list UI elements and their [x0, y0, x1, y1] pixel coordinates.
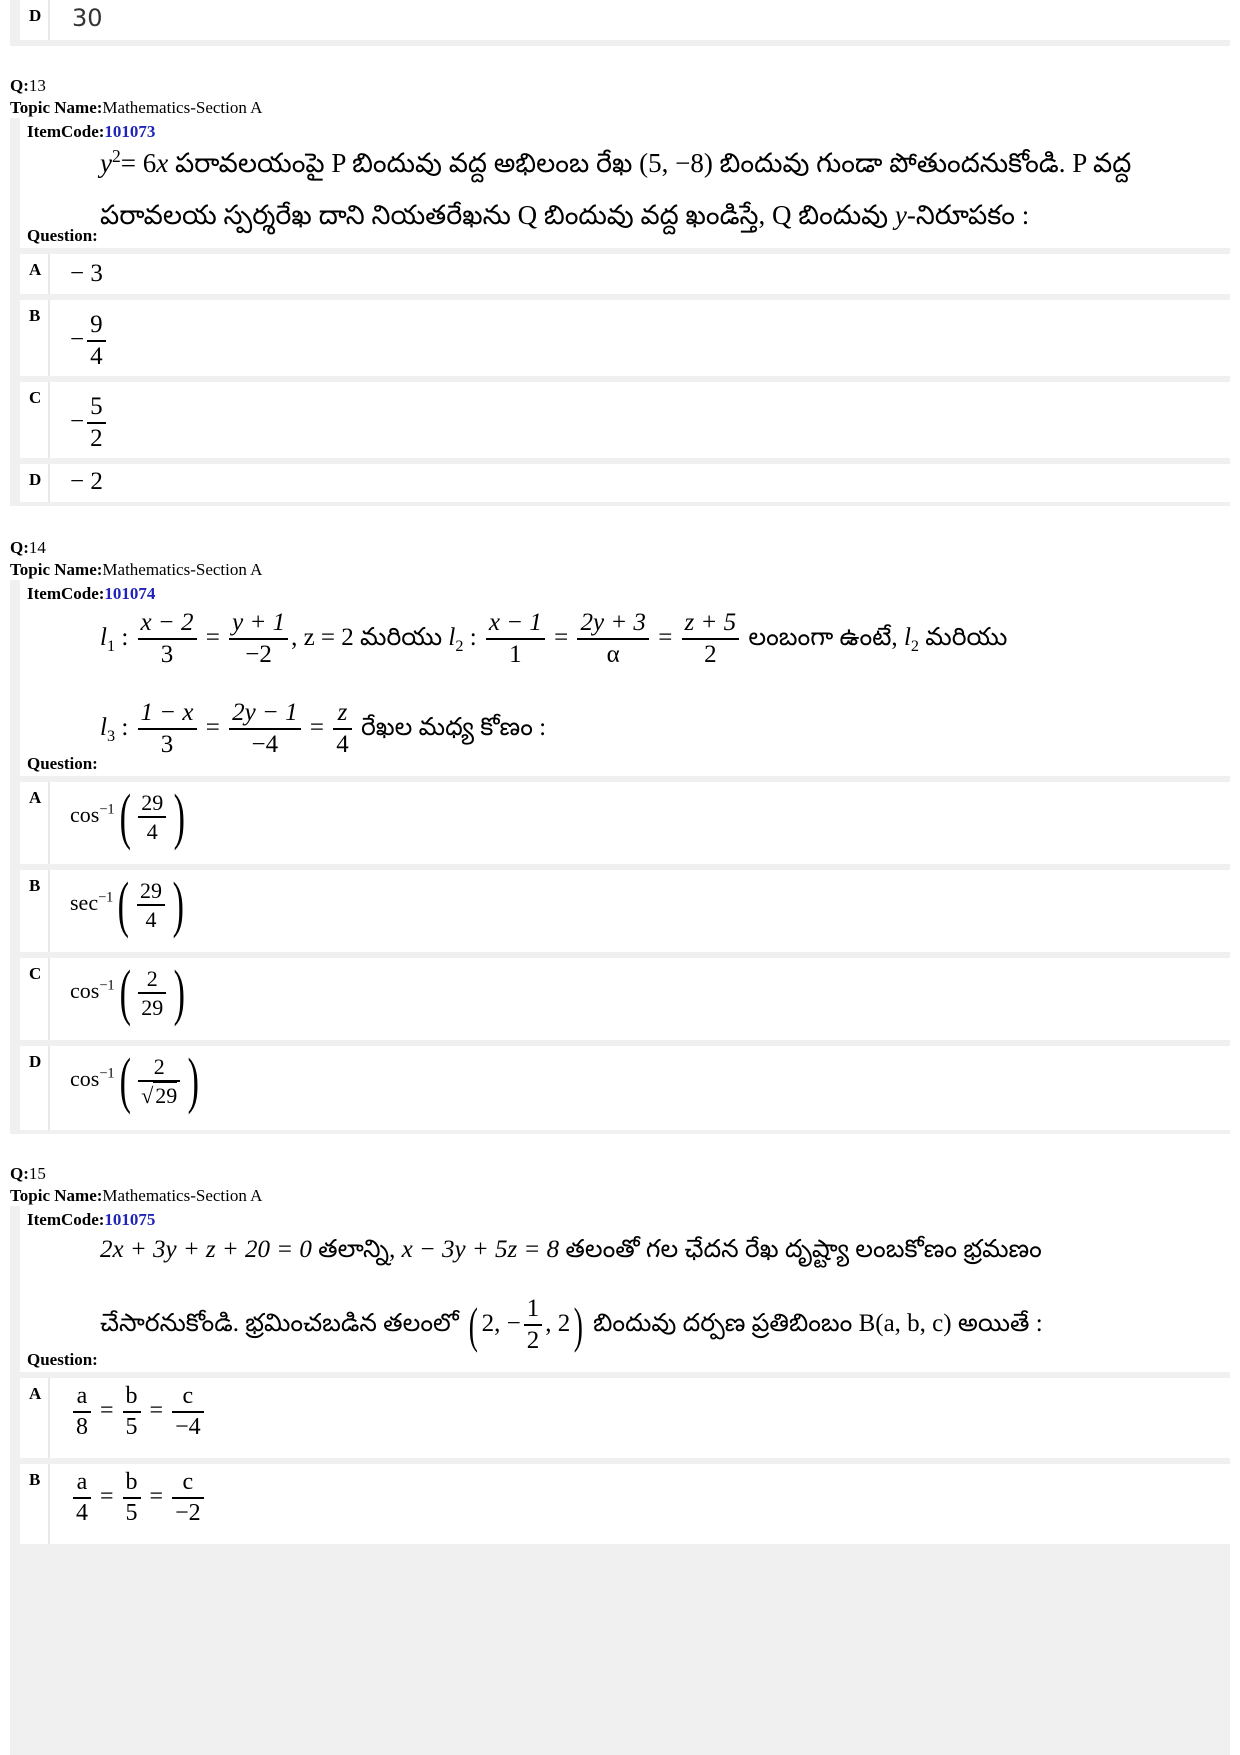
option-row-d[interactable]: D $\cos^{-1}$( $\frac{2}{√29}$ )	[20, 1046, 1232, 1130]
option-row-a[interactable]: A $\frac{a}{8}$ = $\frac{b}{5}$ = $\frac{c}{-4}$	[20, 1378, 1232, 1458]
item-code: ItemCode:101074	[27, 584, 156, 603]
question-text-line-2: $l_3$ : $\frac{1 - x}{3}$ = $\frac{2y - 1}{-4}$ = $\frac{z}{4}$ రేఖల మధ్య కోణం :	[100, 699, 547, 759]
question-row	[20, 118, 1232, 248]
option-row-b[interactable]: B $\sec^{-1}$( $\frac{29}{4}$ )	[20, 870, 1232, 952]
topic-name: Topic Name:Mathematics-Section A	[10, 98, 263, 117]
option-value: − 3	[70, 260, 103, 287]
option-value: − $\frac{9}{4}$	[70, 312, 109, 371]
question-text-line-1: $y^2= 6x$ పరావలయంపై P బిందువు వద్ద అభిలంబ రేఖ (5, −8) బిందువు గుండా పోతుందనుకోండి. P వద్ద	[100, 146, 1132, 178]
option-value: $\frac{a}{8}$ = $\frac{b}{5}$ = $\frac{c}{-4}$	[70, 1384, 207, 1440]
question-number: Q:13	[10, 76, 46, 95]
option-value: − $\frac{5}{2}$	[70, 394, 109, 453]
q14-box	[10, 580, 1230, 1134]
option-row-a[interactable]: A $\cos^{-1}$( $\frac{29}{4}$ )	[20, 782, 1232, 864]
question-number: Q:15	[10, 1164, 46, 1183]
option-value: − 2	[70, 468, 103, 495]
question-number: Q:14	[10, 538, 46, 557]
question-row	[20, 580, 1232, 776]
option-row-d	[20, 0, 1232, 40]
question-label: Question:	[27, 754, 98, 773]
item-code: ItemCode:101073	[27, 122, 156, 141]
option-value: $\cos^{-1}$( $\frac{2}{29}$ )	[70, 959, 186, 1027]
question-label: Question:	[27, 1350, 98, 1369]
question-text-line-1: 2x + 3y + z + 20 = 0 తలాన్ని, x − 3y + 5z = 8 తలంతో గల ఛేదన రేఖ దృష్ట్యా లంబకోణం భ్రమణం	[100, 1236, 1042, 1263]
option-row-a[interactable]: A − 3	[20, 254, 1232, 294]
option-row-c[interactable]: C − $\frac{5}{2}$	[20, 382, 1232, 458]
item-code: ItemCode:101075	[27, 1210, 156, 1229]
option-row-d[interactable]: D − 2	[20, 464, 1232, 502]
q15-box	[10, 1206, 1230, 1755]
option-value: $\cos^{-1}$( $\frac{2}{√29}$ )	[70, 1047, 200, 1115]
option-row-b[interactable]: B $\frac{a}{4}$ = $\frac{b}{5}$ = $\frac{c}{-2}$	[20, 1464, 1232, 1544]
option-value: $\cos^{-1}$( $\frac{29}{4}$ )	[70, 783, 186, 851]
q13-box	[10, 118, 1230, 506]
option-label: D	[20, 0, 50, 40]
option-value: $\sec^{-1}$( $\frac{29}{4}$ )	[70, 871, 184, 939]
option-row-c[interactable]: C $\cos^{-1}$( $\frac{2}{29}$ )	[20, 958, 1232, 1040]
question-label: Question:	[27, 226, 98, 245]
question-text-line-2: చేసారనుకోండి. భ్రమించబడిన తలంలో ( 2, − $\frac{1}{2}$ , 2) బిందువు దర్పణ ప్రతిబింబం B(a, b, c) అయితే :	[100, 1295, 1043, 1355]
question-text-line-2: పరావలయ స్పర్శరేఖ దాని నియతరేఖను Q బిందువు వద్ద ఖండిస్తే, Q బిందువు y-నిరూపకం :	[100, 200, 1030, 230]
option-value: $\frac{a}{4}$ = $\frac{b}{5}$ = $\frac{c}{-2}$	[70, 1470, 207, 1526]
topic-name: Topic Name:Mathematics-Section A	[10, 1186, 263, 1205]
q12-options-box	[10, 0, 1230, 46]
topic-name: Topic Name:Mathematics-Section A	[10, 560, 263, 579]
option-row-b[interactable]: B − $\frac{9}{4}$	[20, 300, 1232, 376]
question-row	[20, 1206, 1232, 1372]
question-text-line-1: $l_1$ : $\frac{x - 2}{3}$ = $\frac{y + 1}{-2}$ , z = 2 మరియు $l_2$ : $\frac{x - 1}{1}$ = $\frac{2y + 3}{\alpha}$ = $\frac{z + 5}{2}$ లంబంగా ఉంటే, $l_2$ మరియు	[100, 609, 1008, 669]
option-value: 30	[72, 4, 103, 32]
